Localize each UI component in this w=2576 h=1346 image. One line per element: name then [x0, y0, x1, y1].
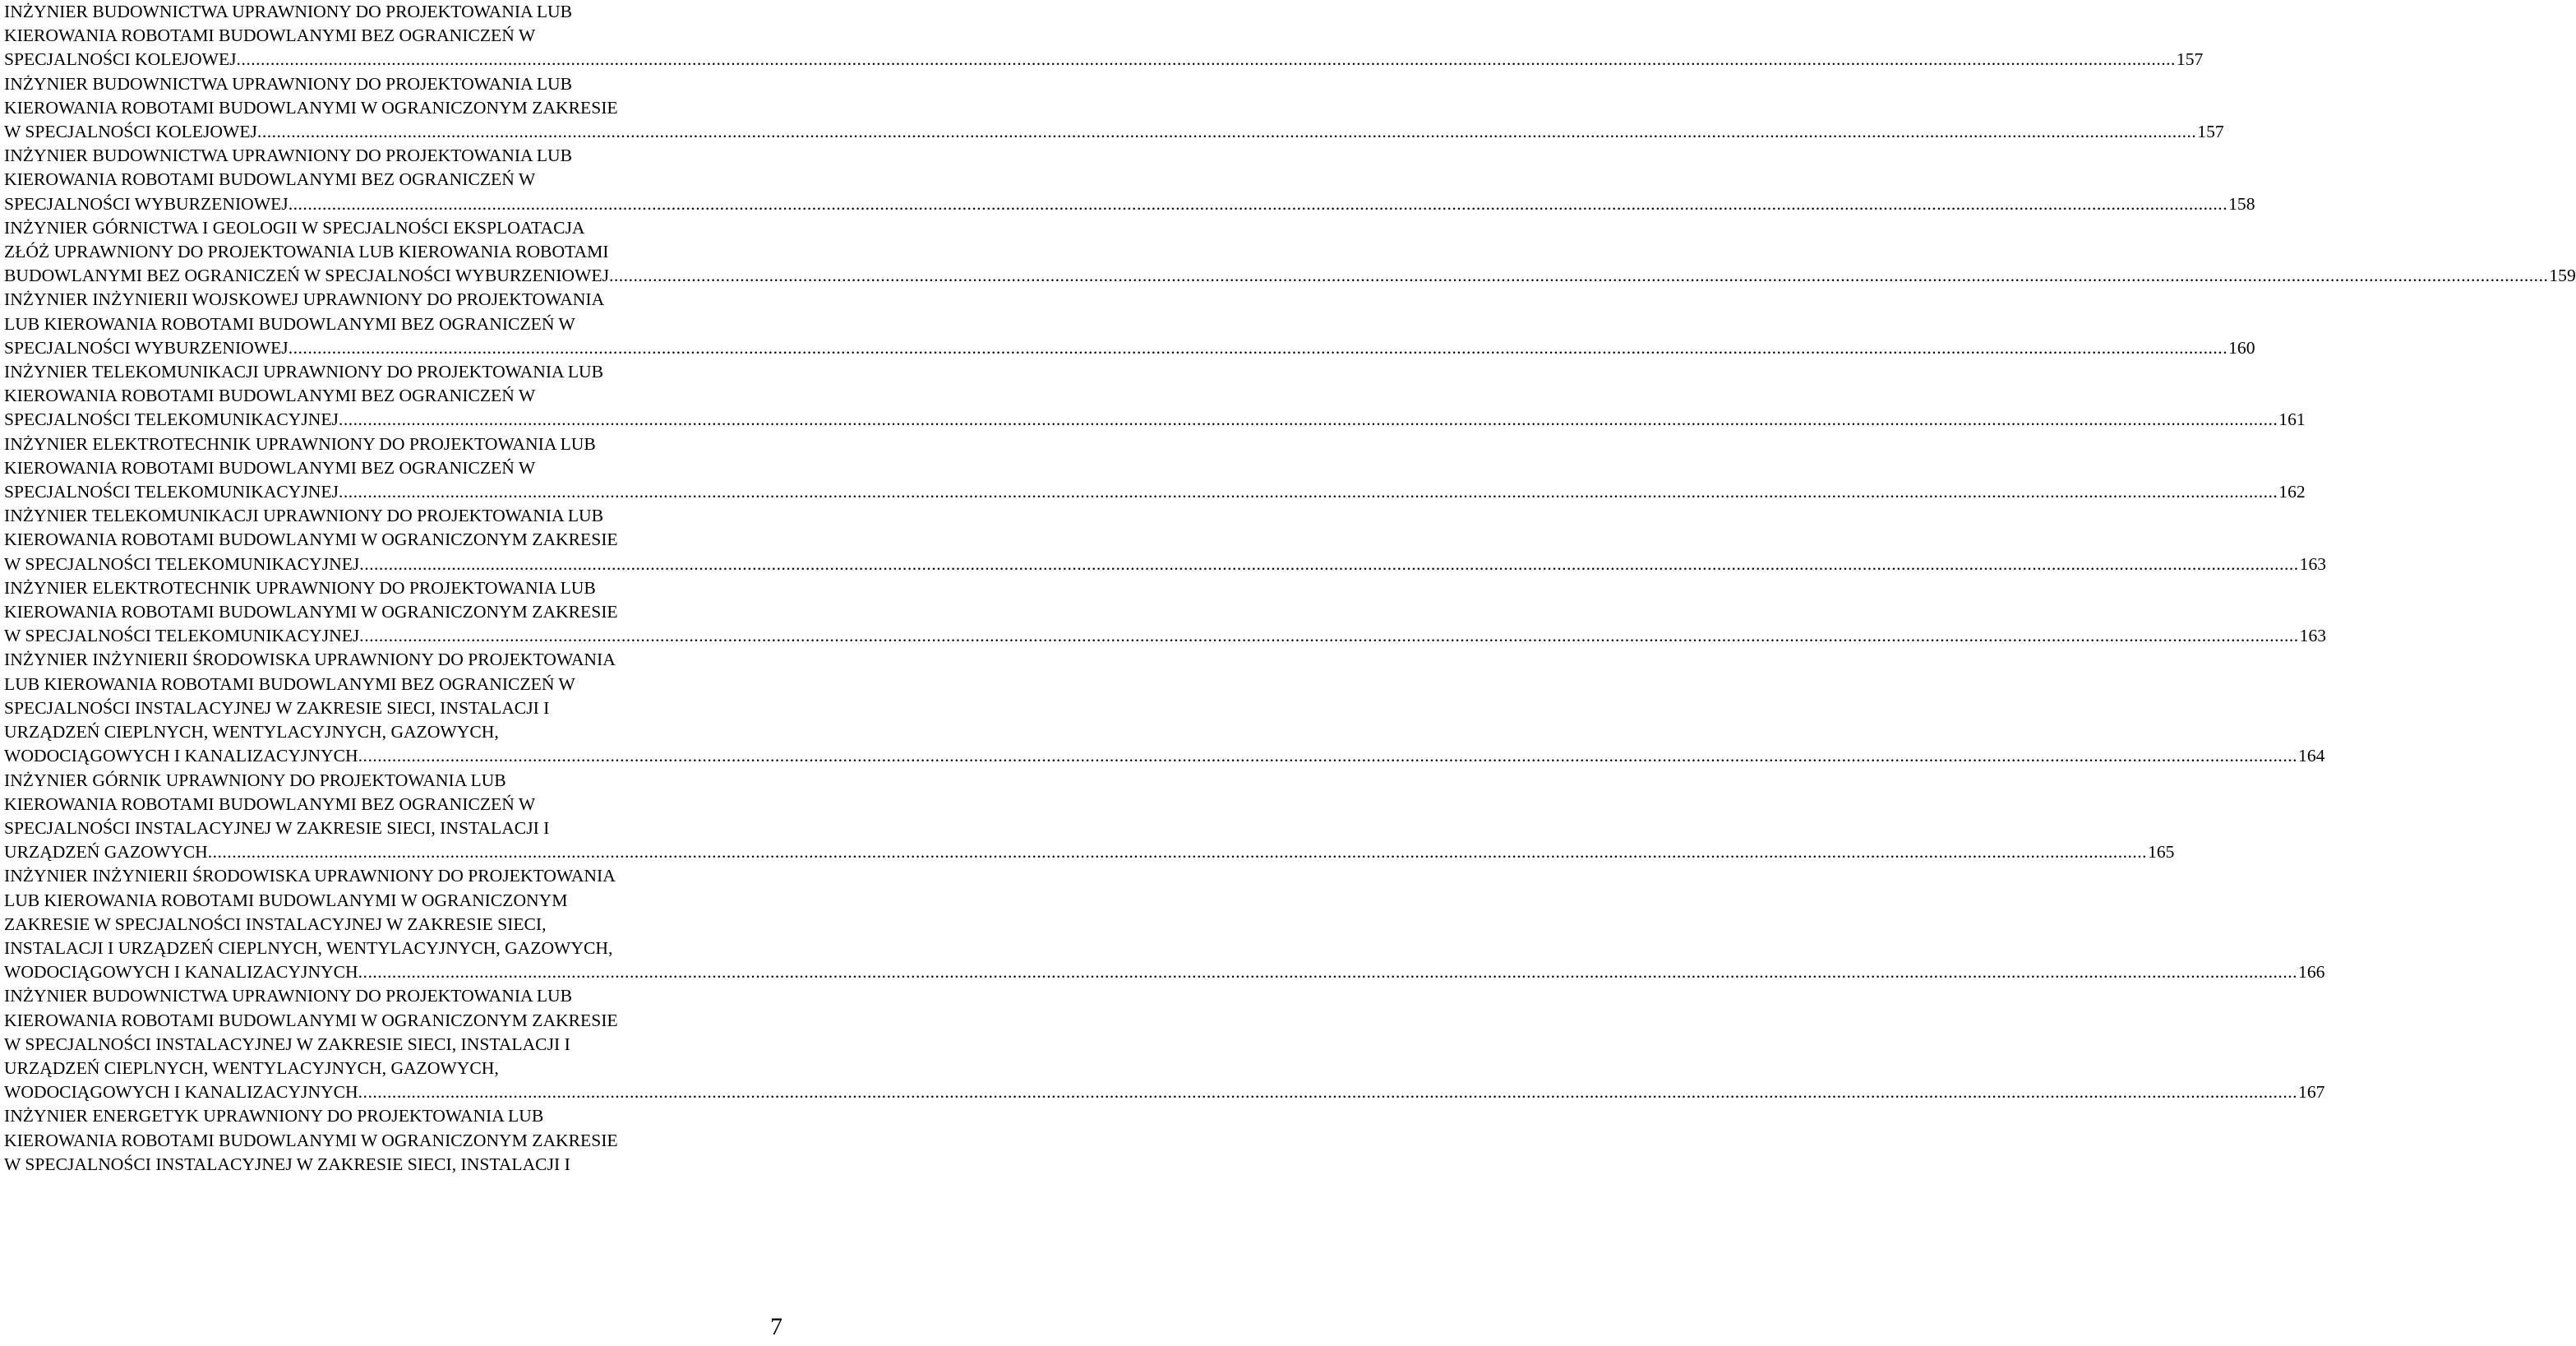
toc-entry-line: URZĄDZEŃ CIEPLNYCH, WENTYLACYJNYCH, GAZOWYCH, — [4, 1057, 499, 1078]
dot-leader: ................................................................................................................................................................................................................................................................................................................................................................................................................ — [608, 266, 2549, 286]
toc-page-number[interactable]: 166 — [2298, 962, 2325, 983]
toc-entry-last-line — [4, 264, 2576, 288]
toc-entry-line: KIEROWANIA ROBOTAMI BUDOWLANYMI BEZ OGRANICZEŃ W — [4, 25, 536, 46]
toc-entry-line: KIEROWANIA ROBOTAMI BUDOWLANYMI BEZ OGRANICZEŃ W — [4, 386, 536, 406]
toc-entry-line: W SPECJALNOŚCI INSTALACYJNEJ W ZAKRESIE SIECI, INSTALACJI I — [4, 1034, 570, 1054]
toc-page-number[interactable]: 163 — [2299, 553, 2327, 574]
toc-page-number[interactable]: 157 — [2176, 49, 2204, 70]
toc-entry-line: SPECJALNOŚCI WYBURZENIOWEJ — [4, 193, 289, 214]
dot-leader: ................................................................................................................................................................................................................................................................................................................................................................................................................ — [338, 409, 2278, 430]
toc-entry-line: KIEROWANIA ROBOTAMI BUDOWLANYMI BEZ OGRANICZEŃ W — [4, 793, 536, 814]
toc-entry-line: INŻYNIER ELEKTROTECHNIK UPRAWNIONY DO PROJEKTOWANIA LUB — [4, 433, 596, 454]
toc-page-number[interactable]: 162 — [2278, 482, 2306, 502]
dot-leader: ................................................................................................................................................................................................................................................................................................................................................................................................................ — [236, 49, 2176, 70]
toc-entry[interactable] — [4, 432, 2306, 505]
toc-entry-line: URZĄDZEŃ GAZOWYCH — [4, 842, 208, 863]
toc-entry-line: INŻYNIER INŻYNIERII ŚRODOWISKA UPRAWNIONY DO PROJEKTOWANIA — [4, 650, 616, 670]
dot-leader: ................................................................................................................................................................................................................................................................................................................................................................................................................ — [288, 337, 2228, 358]
toc-entry-line: SPECJALNOŚCI KOLEJOWEJ — [4, 49, 237, 70]
toc-entry-line: SPECJALNOŚCI INSTALACYJNEJ W ZAKRESIE SIECI, INSTALACJI I — [4, 817, 550, 838]
dot-leader: ................................................................................................................................................................................................................................................................................................................................................................................................................ — [288, 193, 2228, 214]
toc-entry-line: BUDOWLANYMI BEZ OGRANICZEŃ W SPECJALNOŚCI WYBURZENIOWEJ — [4, 266, 609, 286]
dot-leader: ................................................................................................................................................................................................................................................................................................................................................................................................................ — [256, 122, 2197, 142]
toc-entry-line: LUB KIEROWANIA ROBOTAMI BUDOWLANYMI W OGRANICZONYM — [4, 890, 568, 910]
toc-entry-line: KIEROWANIA ROBOTAMI BUDOWLANYMI W OGRANICZONYM ZAKRESIE — [4, 530, 618, 550]
toc-entry-line: INŻYNIER INŻYNIERII ŚRODOWISKA UPRAWNIONY DO PROJEKTOWANIA — [4, 866, 616, 886]
toc-entry-line: W SPECJALNOŚCI KOLEJOWEJ — [4, 122, 257, 142]
toc-page-number[interactable]: 158 — [2228, 193, 2255, 214]
toc-entry-line: INŻYNIER BUDOWNICTWA UPRAWNIONY DO PROJEKTOWANIA LUB — [4, 2, 573, 21]
toc-entry[interactable] — [4, 144, 2255, 216]
dot-leader: ................................................................................................................................................................................................................................................................................................................................................................................................................ — [359, 553, 2299, 574]
toc-entry[interactable] — [4, 769, 2175, 865]
dot-leader: ................................................................................................................................................................................................................................................................................................................................................................................................................ — [358, 962, 2298, 983]
toc-entry-last-line — [4, 960, 2325, 984]
dot-leader: ................................................................................................................................................................................................................................................................................................................................................................................................................ — [358, 1082, 2298, 1103]
toc-entry-line: KIEROWANIA ROBOTAMI BUDOWLANYMI W OGRANICZONYM ZAKRESIE — [4, 97, 618, 118]
toc-entry[interactable] — [4, 576, 2327, 649]
toc-page-number[interactable]: 159 — [2549, 266, 2576, 286]
toc-entry[interactable] — [4, 288, 2255, 360]
toc-entry-last-line — [4, 624, 2327, 648]
dot-leader: ................................................................................................................................................................................................................................................................................................................................................................................................................ — [207, 842, 2148, 863]
toc-entry-line: INŻYNIER BUDOWNICTWA UPRAWNIONY DO PROJEKTOWANIA LUB — [4, 73, 573, 94]
toc-entry-line: WODOCIĄGOWYCH I KANALIZACYJNYCH — [4, 962, 358, 983]
toc-page-number[interactable]: 160 — [2228, 337, 2255, 358]
toc-entry-last-line — [4, 840, 2175, 864]
toc-entry-line: WODOCIĄGOWYCH I KANALIZACYJNYCH — [4, 1082, 358, 1103]
toc-entry[interactable] — [4, 504, 2327, 576]
toc-entry-last-line — [4, 48, 2204, 72]
toc-page-number[interactable]: 161 — [2278, 409, 2306, 430]
toc-entry-last-line — [4, 1080, 2325, 1104]
toc-entry-line: W SPECJALNOŚCI INSTALACYJNEJ W ZAKRESIE SIECI, INSTALACJI I — [4, 1154, 570, 1174]
toc-page-number[interactable]: 164 — [2298, 746, 2325, 766]
toc-entry[interactable] — [4, 984, 2325, 1104]
toc-entry[interactable] — [4, 360, 2306, 432]
toc-entry-line: KIEROWANIA ROBOTAMI BUDOWLANYMI BEZ OGRANICZEŃ W — [4, 457, 536, 478]
toc-entry[interactable] — [4, 216, 2576, 289]
toc-entry-line: INŻYNIER BUDOWNICTWA UPRAWNIONY DO PROJEKTOWANIA LUB — [4, 986, 573, 1006]
toc-entry[interactable] — [4, 648, 2325, 768]
toc-entry-line: SPECJALNOŚCI TELEKOMUNIKACYJNEJ — [4, 482, 339, 502]
dot-leader: ................................................................................................................................................................................................................................................................................................................................................................................................................ — [338, 482, 2278, 502]
toc-page-number[interactable]: 165 — [2148, 842, 2175, 863]
toc-entry[interactable] — [4, 0, 2204, 72]
toc-entry-line: LUB KIEROWANIA ROBOTAMI BUDOWLANYMI BEZ OGRANICZEŃ W — [4, 673, 575, 694]
toc-entry[interactable] — [4, 864, 2325, 984]
toc-entry-last-line — [4, 192, 2255, 216]
toc-page-number[interactable]: 157 — [2197, 122, 2224, 142]
toc-entry-line: INŻYNIER INŻYNIERII WOJSKOWEJ UPRAWNIONY DO PROJEKTOWANIA — [4, 289, 605, 310]
toc-entry-last-line — [4, 480, 2306, 504]
toc-entry-line: INŻYNIER TELEKOMUNIKACJI UPRAWNIONY DO PROJEKTOWANIA LUB — [4, 506, 604, 526]
toc-entry-last-line — [4, 744, 2325, 768]
page-number: 7 — [770, 1313, 782, 1340]
toc-entry-line: SPECJALNOŚCI INSTALACYJNEJ W ZAKRESIE SIECI, INSTALACJI I — [4, 697, 550, 718]
toc-entry-line: INŻYNIER ENERGETYK UPRAWNIONY DO PROJEKTOWANIA LUB — [4, 1106, 544, 1126]
toc-entry-line: SPECJALNOŚCI WYBURZENIOWEJ — [4, 337, 289, 358]
dot-leader: ................................................................................................................................................................................................................................................................................................................................................................................................................ — [358, 746, 2298, 766]
toc-entry-line: INSTALACJI I URZĄDZEŃ CIEPLNYCH, WENTYLACYJNYCH, GAZOWYCH, — [4, 937, 613, 958]
toc-page-number[interactable]: 167 — [2298, 1082, 2325, 1103]
toc-entry-line: INŻYNIER GÓRNIK UPRAWNIONY DO PROJEKTOWANIA LUB — [4, 770, 506, 790]
table-of-contents — [4, 0, 2576, 1177]
toc-entry-last-line — [4, 553, 2327, 576]
toc-entry-line: SPECJALNOŚCI TELEKOMUNIKACYJNEJ — [4, 409, 339, 430]
toc-entry-line: KIEROWANIA ROBOTAMI BUDOWLANYMI W OGRANICZONYM ZAKRESIE — [4, 1130, 618, 1150]
toc-entry-line: INŻYNIER TELEKOMUNIKACJI UPRAWNIONY DO PROJEKTOWANIA LUB — [4, 362, 604, 382]
toc-page-number[interactable]: 163 — [2299, 626, 2327, 646]
toc-entry-line: ZŁÓŻ UPRAWNIONY DO PROJEKTOWANIA LUB KIEROWANIA ROBOTAMI — [4, 242, 609, 262]
toc-entry-last-line — [4, 408, 2306, 432]
toc-entry-trailing[interactable] — [4, 1104, 766, 1177]
toc-entry-line: ZAKRESIE W SPECJALNOŚCI INSTALACYJNEJ W ZAKRESIE SIECI, — [4, 914, 547, 934]
toc-entry-line: W SPECJALNOŚCI TELEKOMUNIKACYJNEJ — [4, 626, 360, 646]
toc-entry-line: KIEROWANIA ROBOTAMI BUDOWLANYMI BEZ OGRANICZEŃ W — [4, 169, 536, 190]
toc-entry-line: W SPECJALNOŚCI TELEKOMUNIKACYJNEJ — [4, 553, 360, 574]
toc-entry-line: INŻYNIER ELEKTROTECHNIK UPRAWNIONY DO PROJEKTOWANIA LUB — [4, 577, 596, 598]
toc-entry-line: URZĄDZEŃ CIEPLNYCH, WENTYLACYJNYCH, GAZOWYCH, — [4, 722, 499, 742]
toc-entry-last-line — [4, 336, 2255, 360]
toc-entry-last-line — [4, 120, 2224, 144]
toc-entry-line: KIEROWANIA ROBOTAMI BUDOWLANYMI W OGRANICZONYM ZAKRESIE — [4, 602, 618, 622]
toc-entry-line: LUB KIEROWANIA ROBOTAMI BUDOWLANYMI BEZ OGRANICZEŃ W — [4, 313, 575, 334]
toc-entry-line: KIEROWANIA ROBOTAMI BUDOWLANYMI W OGRANICZONYM ZAKRESIE — [4, 1010, 618, 1030]
toc-entry-line: WODOCIĄGOWYCH I KANALIZACYJNYCH — [4, 746, 358, 766]
toc-entry-line: INŻYNIER GÓRNICTWA I GEOLOGII W SPECJALNOŚCI EKSPLOATACJA — [4, 217, 585, 238]
dot-leader: ................................................................................................................................................................................................................................................................................................................................................................................................................ — [359, 626, 2299, 646]
toc-entry-line: INŻYNIER BUDOWNICTWA UPRAWNIONY DO PROJEKTOWANIA LUB — [4, 146, 573, 166]
toc-entry[interactable] — [4, 72, 2224, 145]
